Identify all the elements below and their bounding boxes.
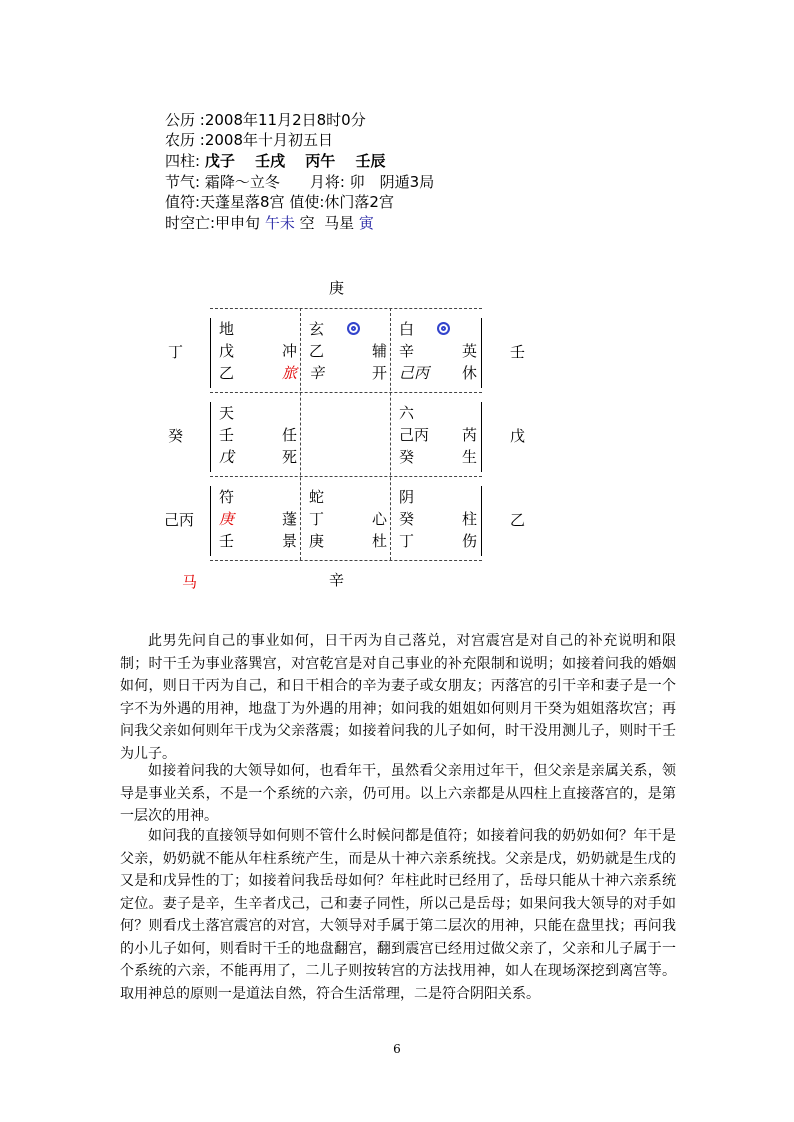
body-paragraph-2: 如接着问我的大领导如何，也看年干，虽然看父亲用过年干，但父亲是亲属关系，领导是事业关系，不是一个系统的六亲，仍可用。以上六亲都是从四柱上直接落宫的，是第一层次的用神。 [120, 763, 676, 824]
palace-heaven-stem: 戊 [219, 342, 235, 360]
palace-heaven-stem: 丁 [309, 510, 325, 528]
palace-center [309, 402, 398, 468]
palace-deity: 符 [219, 488, 235, 506]
palace-earth-stem: 戊 [219, 448, 235, 466]
grid-line-middle-2 [210, 476, 482, 477]
kongwang-line [165, 213, 374, 233]
chart-right-label-3: 乙 [510, 511, 526, 529]
kongwang-prefix: 时空亡:甲申旬 [165, 214, 265, 232]
palace-earth-stem: 癸 [399, 448, 415, 466]
palace-deity: 阴 [399, 488, 415, 506]
palace-heaven-stem: 癸 [399, 510, 415, 528]
chart-top-label: 庚 [329, 279, 345, 297]
palace-earth-stem: 丁 [399, 532, 415, 550]
palace-zhen [219, 402, 308, 468]
palace-deity: 蛇 [309, 488, 325, 506]
ma-branch: 寅 [358, 214, 374, 232]
palace-door: 开 [371, 364, 387, 382]
palace-kan [309, 486, 398, 552]
chart-right-label-1: 壬 [510, 343, 526, 361]
palace-dui [399, 402, 488, 468]
palace-star: 任 [281, 426, 297, 444]
palace-earth-stem: 辛 [309, 364, 325, 382]
chart-left-label-2: 癸 [168, 427, 184, 445]
palace-qian [399, 486, 488, 552]
palace-door: 死 [281, 448, 297, 466]
palace-heaven-stem: 乙 [309, 342, 325, 360]
palace-heaven-stem: 己丙 [399, 426, 430, 444]
zhifu-line: 值符:天蓬星落8宫 值使:休门落2宫 [165, 193, 394, 211]
palace-door: 伤 [461, 532, 477, 550]
palace-earth-stem: 乙 [219, 364, 235, 382]
palace-earth-stem: 庚 [309, 532, 325, 550]
body-paragraph-3: 如问我的直接领导如何则不管什么时候问都是值符；如接着问我的奶奶如何？年干是父亲，奶奶就不能从年柱系统产生，而是从十神六亲系统找。父亲是戊，奶奶就是生戊的又是和戊异性的丁；如接着问我岳母如何？年柱此时已经用了，岳母只能从十神六亲系统定位。妻子是辛，生辛者戊己，己和妻子同性，所以己是岳母；如果问我大领导的对手如何？则看戊土落宫震宫的对宫，大领导对手属于第二层次的用神，只能在盘里找；再问我的小儿子如何，则看时干壬的地盘翻宫，翻到震宫已经用过做父亲了，父亲和儿子属于一个系统的六亲，不能再用了，二儿子则按转宫的方法找用神，如人在现场深挖到离宫等。取用神总的原则一是道法自然，符合生活常理，二是符合阴阳关系。 [120, 828, 676, 1002]
palace-door: 景 [281, 532, 297, 550]
palace-earth-stem: 壬 [219, 532, 235, 550]
palace-heaven-stem: 庚 [219, 510, 235, 528]
kong-word: 空 马星 [294, 214, 359, 232]
solar-date: 公历 :2008年11月2日8时0分 [165, 111, 366, 129]
body-paragraph-1: 此男先问自己的事业如何，日干丙为自己落兑，对宫震宫是对自己的补充说明和限制；时干壬为事业落巽宫，对宫乾宫是对自己事业的补充限制和说明；如接着问我的婚姻如何，则日干丙为自己，和日干相合的辛为妻子或女朋友；丙落宫的引干辛和妻子是一个字不为外遇的用神，地盘丁为外遇的用神；如问我的姐姐如何则月干癸为姐姐落坎宫；再问我父亲如何则年干戊为父亲落震；如接着问我的儿子如何，时干没用测儿子，则时干壬为儿子。 [120, 633, 676, 762]
palace-star: 蓬 [281, 510, 297, 528]
page-number: 6 [393, 1042, 401, 1056]
palace-star: 心 [371, 510, 387, 528]
palace-star: 英 [461, 342, 477, 360]
palace-heaven-stem: 辛 [399, 342, 415, 360]
grid-edge-left-2 [210, 402, 211, 472]
grid-edge-left-3 [210, 486, 211, 556]
chart-left-label-3: 己丙 [164, 511, 195, 529]
palace-star: 柱 [461, 510, 477, 528]
palace-door: 休 [461, 364, 477, 382]
grid-edge-left-1 [210, 318, 211, 388]
palace-li [309, 318, 398, 384]
palace-deity: 六 [399, 404, 415, 422]
palace-xun [219, 318, 308, 384]
palace-deity: 玄 [309, 320, 325, 338]
four-pillars-line [165, 151, 386, 171]
chart-left-label-1: 丁 [168, 343, 184, 361]
four-pillars-value: 戊子 壬戌 丙午 壬辰 [204, 152, 386, 170]
palace-gen [219, 486, 308, 552]
palace-deity: 地 [219, 320, 235, 338]
double-ring-icon [437, 322, 450, 335]
solar-term-line: 节气: 霜降～立冬 月将: 卯 阴遁3局 [165, 173, 435, 191]
grid-line-middle-1 [210, 392, 482, 393]
grid-line-bottom [210, 560, 482, 561]
palace-door: 杜 [371, 532, 387, 550]
palace-deity: 天 [219, 404, 235, 422]
palace-star: 冲 [281, 342, 297, 360]
double-ring-icon [347, 322, 360, 335]
palace-door: 生 [461, 448, 477, 466]
lunar-date: 农历 :2008年十月初五日 [165, 131, 333, 149]
chart-bottom-label: 辛 [329, 571, 345, 589]
palace-earth-stem: 己丙 [399, 364, 430, 382]
grid-line-top [210, 308, 482, 309]
palace-heaven-stem: 壬 [219, 426, 235, 444]
palace-deity: 白 [399, 320, 415, 338]
palace-star: 辅 [371, 342, 387, 360]
palace-door: 旅 [281, 364, 297, 382]
kong-branches: 午未 [264, 214, 295, 232]
horse-star-marker: 马 [182, 573, 198, 591]
chart-right-label-2: 戊 [510, 427, 526, 445]
palace-kun [399, 318, 488, 384]
four-pillars-label: 四柱: [165, 152, 201, 170]
palace-star: 芮 [461, 426, 477, 444]
